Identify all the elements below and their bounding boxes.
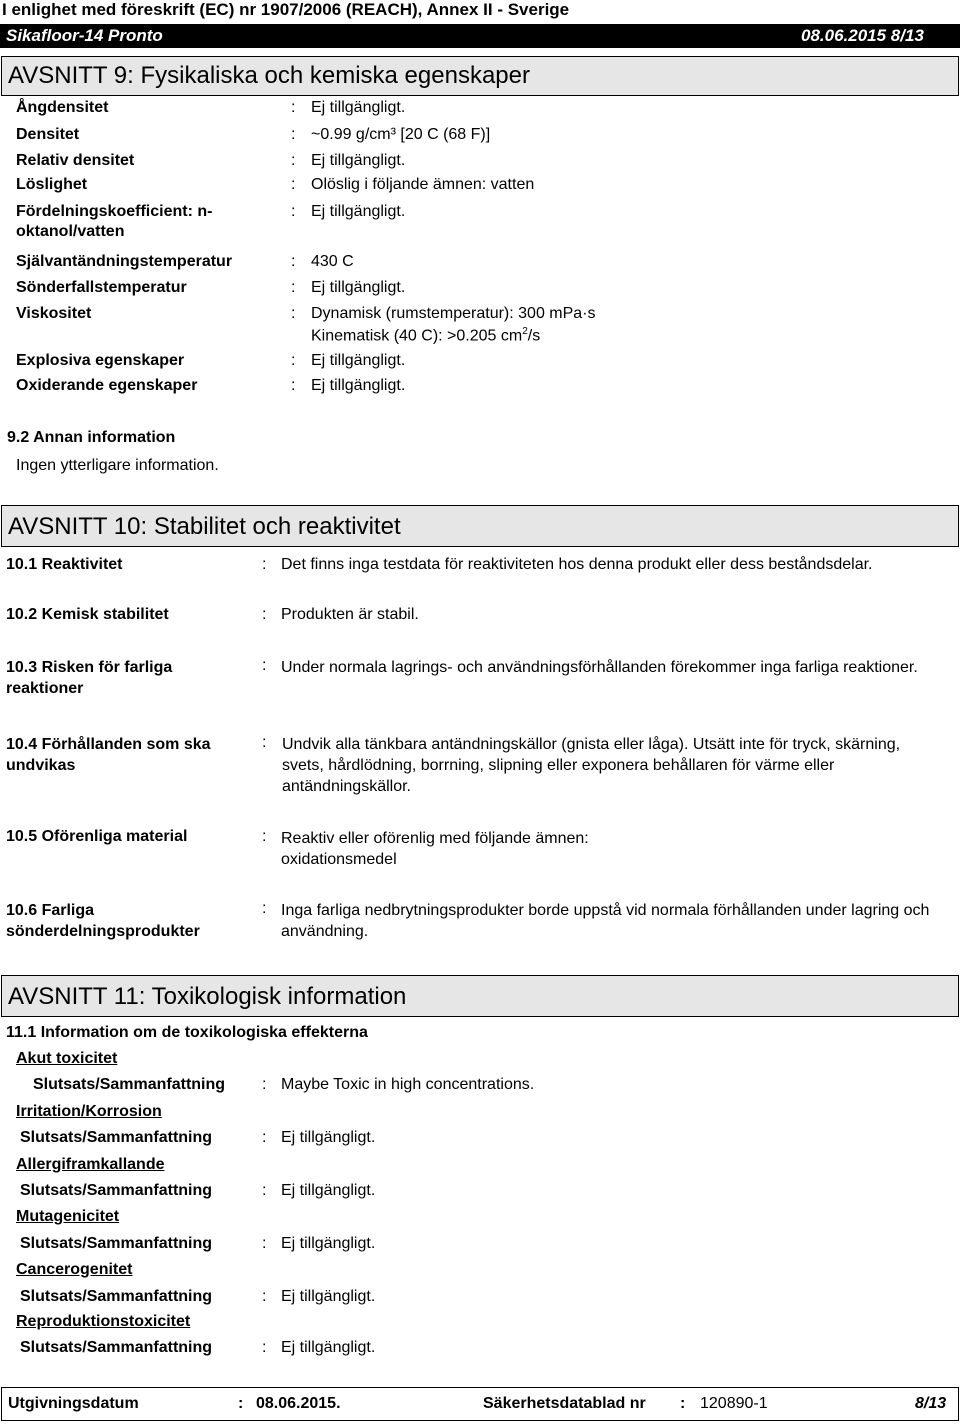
s9-colon-7: : — [291, 305, 296, 322]
viscosity-superscript: 2 — [522, 326, 528, 337]
s11-category-5: Reproduktionstoxicitet — [16, 1313, 191, 1330]
document-title: I enlighet med föreskrift (EC) nr 1907/2006 (REACH), Annex II - Sverige — [2, 0, 570, 19]
footer-colon-2: : — [680, 1395, 686, 1412]
s9-label-7: Viskositet — [16, 305, 92, 322]
s11-1-heading: 11.1 Information om de toxikologiska effekterna — [6, 1024, 368, 1041]
s10-label-0: 10.1 Reaktivitet — [6, 556, 123, 573]
s10-value-1: Produkten är stabil. — [281, 606, 419, 623]
s11-label-5: Slutsats/Sammanfattning — [20, 1339, 213, 1356]
s9-label-9: Oxiderande egenskaper — [16, 377, 198, 394]
s9-colon-3: : — [291, 176, 296, 193]
s11-value-1: Ej tillgängligt. — [281, 1129, 376, 1146]
product-name: Sikafloor-14 Pronto — [6, 26, 163, 45]
s10-colon-0: : — [262, 556, 267, 573]
section-10-title: AVSNITT 10: Stabilitet och reaktivitet — [8, 513, 401, 540]
s10-label-1: 10.2 Kemisk stabilitet — [6, 606, 169, 623]
footer-sds-value: 120890-1 — [700, 1395, 768, 1412]
s11-colon-0: : — [262, 1076, 267, 1093]
s10-colon-5: : — [262, 900, 267, 917]
s10-value-3: Undvik alla tänkbara antändningskällor (gnista eller låga). Utsätt inte för tryck, skärning, svets, hårdlödning, borrning, slipning eller exponera behållaren för värme eller antändningskällor. — [282, 736, 901, 795]
footer-colon-1: : — [238, 1395, 244, 1412]
s11-colon-3: : — [262, 1235, 267, 1252]
s9-value-8: Ej tillgängligt. — [311, 352, 406, 369]
s11-colon-2: : — [262, 1182, 267, 1199]
s9-label-4-line2: oktanol/vatten — [16, 223, 125, 240]
section-11-title: AVSNITT 11: Toxikologisk information — [8, 983, 407, 1010]
s9-label-2: Relativ densitet — [16, 152, 135, 169]
s9-label-8: Explosiva egenskaper — [16, 352, 185, 369]
s9-colon-0: : — [291, 99, 296, 116]
footer — [1, 1387, 959, 1421]
s9-2-heading: 9.2 Annan information — [7, 429, 176, 446]
s9-value-1: ~0.99 g/cm³ [20 C (68 F)] — [311, 126, 491, 143]
s9-value-9: Ej tillgängligt. — [311, 377, 406, 394]
footer-issue-value: 08.06.2015. — [256, 1395, 341, 1412]
s9-label-4: Fördelningskoefficient: n- — [16, 203, 213, 220]
s10-colon-1: : — [262, 606, 267, 623]
s11-value-3: Ej tillgängligt. — [281, 1235, 376, 1252]
s10-label-2: 10.3 Risken för farliga reaktioner — [6, 659, 173, 697]
s10-label-4: 10.5 Oförenliga material — [6, 828, 188, 845]
s11-category-3: Mutagenicitet — [16, 1208, 120, 1225]
s9-colon-9: : — [291, 377, 296, 394]
s9-label-6: Sönderfallstemperatur — [16, 279, 187, 296]
s11-colon-4: : — [262, 1288, 267, 1305]
s9-label-0: Ångdensitet — [16, 99, 109, 116]
s9-value-7: Dynamisk (rumstemperatur): 300 mPa·s — [311, 305, 596, 322]
s9-value-0: Ej tillgängligt. — [311, 99, 406, 116]
s11-colon-1: : — [262, 1129, 267, 1146]
s9-colon-4: : — [291, 203, 296, 220]
s10-colon-2: : — [262, 657, 267, 674]
s9-colon-6: : — [291, 279, 296, 296]
s9-colon-8: : — [291, 352, 296, 369]
s11-value-0: Maybe Toxic in high concentrations. — [281, 1076, 535, 1093]
viscosity-unit-end: /s — [527, 327, 541, 345]
s9-label-3: Löslighet — [16, 176, 88, 193]
s9-label-5: Självantändningstemperatur — [16, 253, 233, 270]
s11-category-4: Cancerogenitet — [16, 1261, 133, 1278]
s10-value-0: Det finns inga testdata för reaktiviteten hos denna produkt eller dess beståndsdelar. — [281, 556, 873, 573]
s11-label-4: Slutsats/Sammanfattning — [20, 1288, 213, 1305]
viscosity-kinematic: Kinematisk (40 C): >0.205 cm — [311, 327, 523, 345]
s11-value-5: Ej tillgängligt. — [281, 1339, 376, 1356]
s11-label-2: Slutsats/Sammanfattning — [20, 1182, 213, 1199]
s11-category-2: Allergiframkallande — [16, 1156, 165, 1173]
section-9-heading — [1, 56, 959, 96]
s10-label-5: 10.6 Farliga sönderdelningsprodukter — [6, 902, 200, 940]
s10-label-3: 10.4 Förhållanden som ska undvikas — [6, 736, 211, 774]
s9-2-text: Ingen ytterligare information. — [16, 457, 219, 474]
footer-issue-label: Utgivningsdatum — [8, 1395, 139, 1412]
s9-value-3: Olöslig i följande ämnen: vatten — [311, 176, 535, 193]
s11-label-0: Slutsats/Sammanfattning — [33, 1076, 226, 1093]
s11-category-1: Irritation/Korrosion — [16, 1103, 162, 1120]
date-page: 08.06.2015 8/13 — [801, 26, 924, 45]
s9-colon-2: : — [291, 152, 296, 169]
s11-label-3: Slutsats/Sammanfattning — [20, 1235, 213, 1252]
s10-value-2: Under normala lagrings- och användningsförhållanden förekommer inga farliga reaktioner. — [281, 659, 918, 676]
s10-value-5: Inga farliga nedbrytningsprodukter borde uppstå vid normala förhållanden under lagring och användning. — [281, 902, 930, 940]
s10-colon-4: : — [262, 828, 267, 845]
s11-value-2: Ej tillgängligt. — [281, 1182, 376, 1199]
section-11-heading — [1, 975, 959, 1017]
s9-value-5: 430 C — [311, 253, 354, 270]
s9-value-2: Ej tillgängligt. — [311, 152, 406, 169]
s11-colon-5: : — [262, 1339, 267, 1356]
section-9-title: AVSNITT 9: Fysikaliska och kemiska egenskaper — [8, 62, 530, 89]
s10-colon-3: : — [262, 734, 267, 751]
s9-colon-1: : — [291, 126, 296, 143]
s9-value-6: Ej tillgängligt. — [311, 279, 406, 296]
footer-page: 8/13 — [915, 1395, 947, 1412]
s9-value-4: Ej tillgängligt. — [311, 203, 406, 220]
s9-label-1: Densitet — [16, 126, 80, 143]
s11-label-1: Slutsats/Sammanfattning — [20, 1129, 213, 1146]
s9-colon-5: : — [291, 253, 296, 270]
s11-value-4: Ej tillgängligt. — [281, 1288, 376, 1305]
footer-sds-label: Säkerhetsdatablad nr — [483, 1395, 646, 1412]
s9-value-7-line2 — [311, 326, 540, 345]
section-10-heading — [1, 505, 959, 547]
s11-category-0: Akut toxicitet — [16, 1050, 118, 1067]
s10-value-4: Reaktiv eller oförenlig med följande ämnen: oxidationsmedel — [281, 830, 589, 868]
